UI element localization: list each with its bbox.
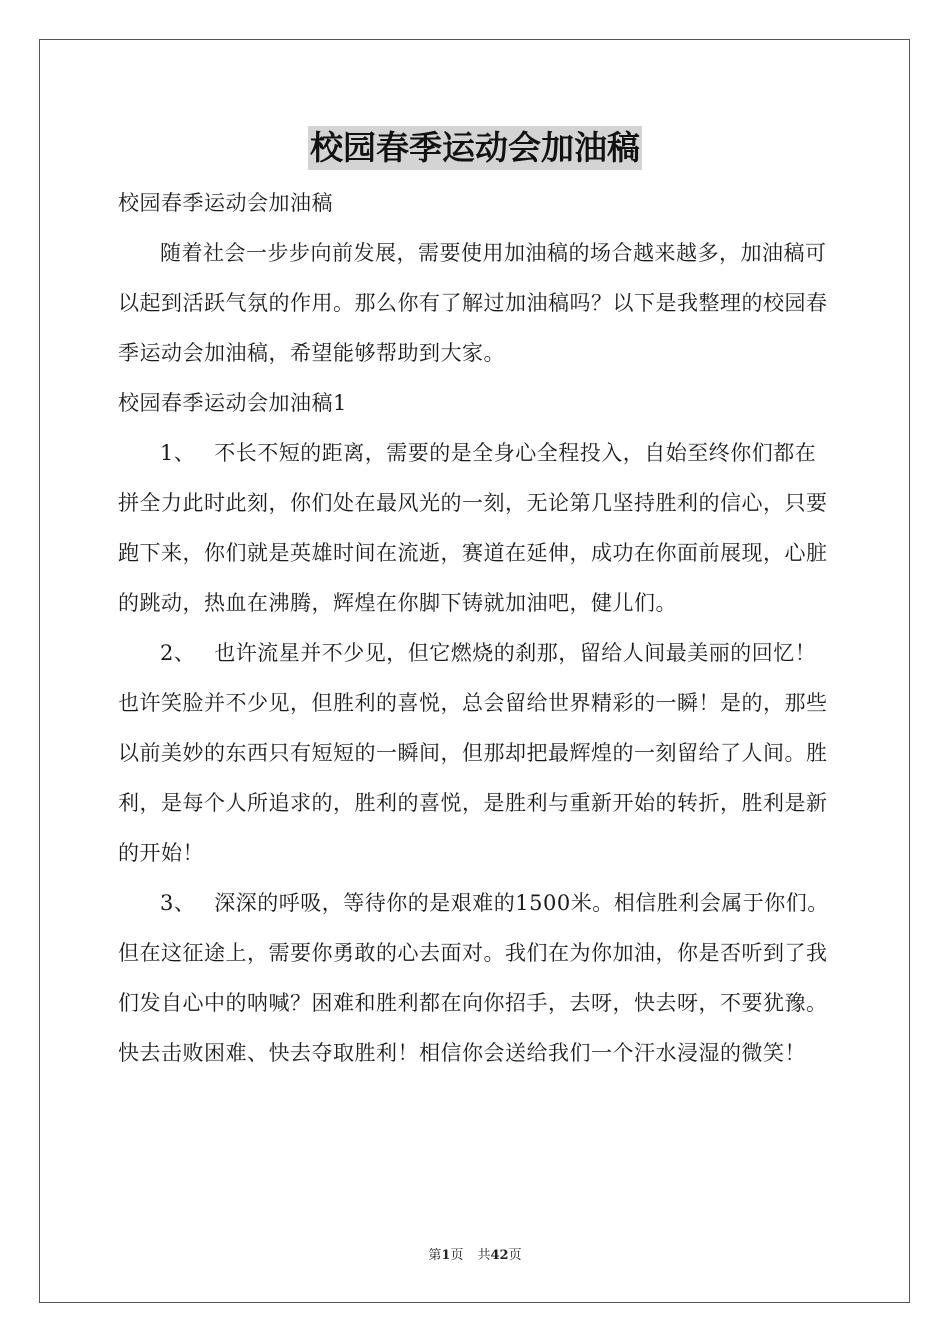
item-number: 2、 [160, 641, 196, 665]
paragraph-item-1 [118, 428, 834, 628]
intro-paragraph: 随着社会一步步向前发展，需要使用加油稿的场合越来越多，加油稿可以起到活跃气氛的作用。那么你有了解过加油稿吗？以下是我整理的校园春季运动会加油稿，希望能够帮助到大家。 [118, 241, 828, 365]
page-footer [0, 1247, 950, 1265]
item-number: 3、 [160, 891, 196, 915]
section-heading: 校园春季运动会加油稿1 [118, 391, 347, 415]
document-title: 校园春季运动会加油稿 [308, 126, 642, 170]
document-body [118, 178, 834, 1078]
page-prefix: 第 [428, 1248, 442, 1263]
total-pages: 42 [490, 1248, 509, 1263]
item-text: 深深的呼吸，等待你的是艰难的1500米。相信胜利会属于你们。但在这征途上，需要你勇敢的心去面对。我们在为你加油，你是否听到了我们发自心中的呐喊？困难和胜利都在向你招手，去呀，快去呀，不要犹豫。快去击败困难、快去夺取胜利！相信你会送给我们一个汗水浸湿的微笑！ [118, 891, 829, 1065]
page-suffix: 页 [450, 1248, 464, 1263]
total-suffix: 页 [508, 1248, 522, 1263]
page-number: 1 [441, 1248, 451, 1263]
item-number: 1、 [160, 441, 196, 465]
document-subtitle: 校园春季运动会加油稿 [118, 191, 333, 215]
item-text: 不长不短的距离，需要的是全身心全程投入，自始至终你们都在拼全力此时此刻，你们处在最风光的一刻，无论第几坚持胜利的信心，只要跑下来，你们就是英雄时间在流逝，赛道在延伸，成功在你面前展现，心脏的跳动，热血在沸腾，辉煌在你脚下铸就加油吧，健儿们。 [118, 441, 828, 615]
paragraph-item-2 [118, 628, 834, 878]
title-container [0, 126, 950, 170]
item-text: 也许流星并不少见，但它燃烧的刹那，留给人间最美丽的回忆！也许笑脸并不少见，但胜利的喜悦，总会留给世界精彩的一瞬！是的，那些以前美妙的东西只有短短的一瞬间，但那却把最辉煌的一刻留给了人间。胜利，是每个人所追求的，胜利的喜悦，是胜利与重新开始的转折，胜利是新的开始！ [118, 641, 828, 865]
paragraph-item-3 [118, 878, 834, 1078]
total-prefix: 共 [477, 1248, 491, 1263]
